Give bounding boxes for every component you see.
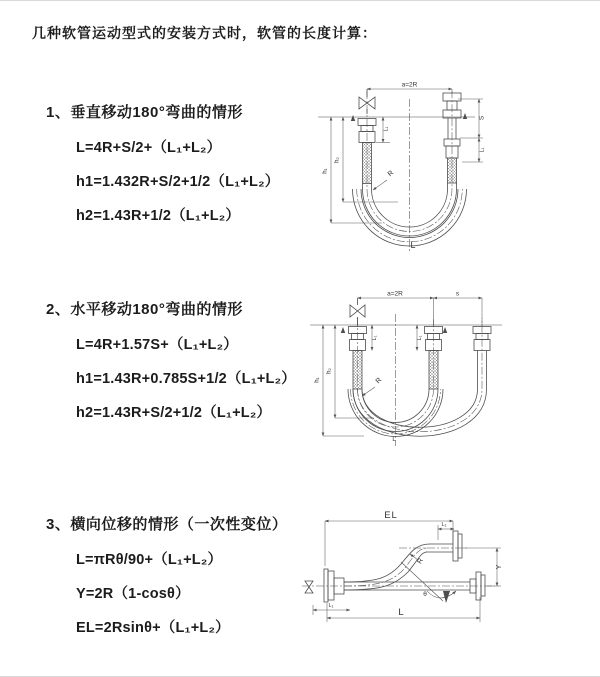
formula-y: Y=2R（1-cosθ）	[76, 586, 190, 602]
formula-h2: h2=1.43R+S/2+1/2（L₁+L₂）	[76, 405, 272, 421]
hose-drawing	[302, 531, 495, 603]
dim-label-s: s	[455, 290, 460, 298]
up-arrow-icon	[341, 327, 345, 333]
left-flange-stack	[358, 119, 376, 184]
formula-el: EL=2Rsinθ+（L₁+L₂）	[76, 620, 230, 636]
dim-label-h1: h₁	[314, 377, 321, 383]
up-arrow-icon	[351, 115, 355, 121]
braided-hose	[429, 351, 438, 390]
dim-label-a2r: a=2R	[387, 290, 403, 298]
label-bend-radius: R	[416, 557, 425, 566]
dim-label-s: S	[478, 115, 486, 121]
dim-label-h1: h₁	[322, 168, 329, 174]
dim-label-l1-left: L₁	[328, 603, 334, 609]
dim-label-h2: h₂	[326, 368, 333, 374]
braided-hose	[363, 143, 372, 184]
dimension-lines	[323, 298, 482, 436]
label-bend-radius: R	[374, 376, 384, 386]
formula-l: L=πRθ/90+（L₁+L₂）	[76, 552, 223, 568]
dim-label-l1-right: L₁	[479, 147, 486, 153]
radius-construction-line	[401, 562, 443, 601]
section-2-heading: 2、水平移动180°弯曲的情形	[46, 301, 243, 318]
dim-label-l1-left: L₁	[372, 335, 378, 341]
s-curve-hose	[344, 544, 430, 590]
diagram-vertical-180-bend	[312, 71, 592, 263]
up-arrow-icon	[463, 113, 467, 119]
section-1-heading: 1、垂直移动180°弯曲的情形	[46, 104, 243, 121]
section-horizontal-movement	[46, 298, 346, 435]
formula-h1: h1=1.43R+0.785S+1/2（L₁+L₂）	[76, 371, 296, 387]
label-theta: θ	[423, 591, 427, 598]
dim-label-l1-left: L₁	[383, 126, 390, 132]
section-3-heading: 3、横向位移的情形（一次性变位）	[46, 516, 288, 533]
label-length-l: L	[410, 240, 416, 250]
page-title: 几种软管运动型式的安装方式时，软管的长度计算：	[32, 25, 377, 41]
dim-label-l1-top: L₁	[441, 522, 447, 528]
dimension-lines	[313, 521, 501, 622]
formula-l: L=4R+S/2+（L₁+L₂）	[76, 140, 222, 156]
label-bend-radius: R	[386, 169, 396, 179]
dim-label-el: EL	[384, 510, 398, 521]
section-vertical-movement	[46, 101, 346, 238]
left-flange	[324, 569, 344, 602]
formula-h2: h2=1.43R+1/2（L₁+L₂）	[76, 208, 241, 224]
diagram-lateral-displacement	[297, 498, 600, 668]
up-arrow-icon	[443, 327, 447, 333]
dim-label-h2: h₂	[334, 157, 341, 163]
braided-hose	[353, 351, 362, 390]
hose-drawing	[310, 298, 502, 446]
formula-h1: h1=1.432R+S/2+1/2（L₁+L₂）	[76, 174, 280, 190]
braided-hose	[448, 158, 457, 183]
dim-label-l1-mid: L₁	[417, 335, 423, 341]
dim-label-y: Y	[496, 564, 503, 570]
dim-label-l: L	[398, 607, 404, 618]
diagram-horizontal-180-bend	[306, 284, 600, 469]
formula-l: L=4R+1.57S+（L₁+L₂）	[76, 337, 238, 353]
u-bend-hose	[348, 351, 487, 437]
dim-label-a2r: a=2R	[401, 81, 418, 89]
angle-arc	[427, 591, 456, 598]
top-right-flange	[453, 531, 462, 561]
pipe-end-symbol	[305, 581, 313, 593]
hose-drawing	[318, 89, 475, 253]
valve-icon	[350, 298, 365, 327]
label-length-l: L	[392, 437, 396, 443]
